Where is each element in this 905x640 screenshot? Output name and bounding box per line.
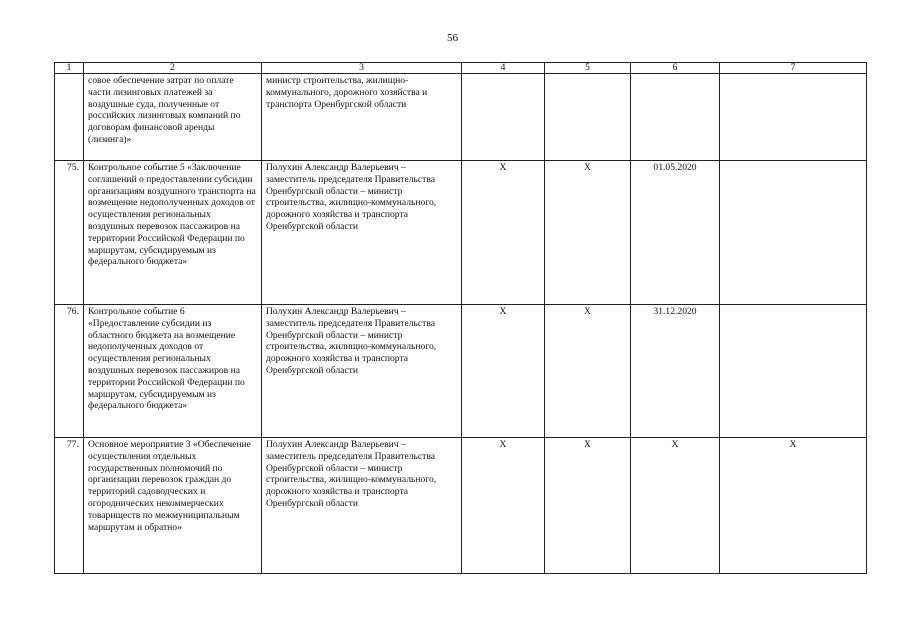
event-cell: Контрольное событие 6 «Предоставление субсидии из областного бюджета на возмещение недополученных доходов от осуществления региональных воздушных перевозок пассажиров на территории Российской Федерации по маршрутам, субсидируемым из федерального бюджета» xyxy=(84,305,262,438)
row-number: 76. xyxy=(55,305,84,438)
col5-cell: X xyxy=(545,161,631,305)
header-cell-7: 7 xyxy=(720,63,867,74)
header-cell-5: 5 xyxy=(545,63,631,74)
col7-cell xyxy=(720,161,867,305)
event-cell: Контрольное событие 5 «Заключение соглашений о предоставлении субсидии организациям воздушного транспорта на возмещение недополученных доходов от осуществления региональных воздушных перевозок пассажиров на территории Российской Федерации по маршрутам, субсидируемым из федерального бюджета» xyxy=(84,161,262,305)
date-cell: 31.12.2020 xyxy=(631,305,720,438)
header-cell-6: 6 xyxy=(631,63,720,74)
table-row xyxy=(55,305,867,438)
responsible-cell: Полухин Александр Валерьевич – заместитель председателя Правительства Оренбургской области – министр строительства, жилищно-коммунального, дорожного хозяйства и транспорта Оренбургской области xyxy=(262,305,462,438)
col7-cell xyxy=(720,305,867,438)
responsible-cell: министр строительства, жилищно-коммунального, дорожного хозяйства и транспорта Оренбургской области xyxy=(262,74,462,161)
col5-cell: X xyxy=(545,438,631,574)
responsible-cell: Полухин Александр Валерьевич – заместитель председателя Правительства Оренбургской области – министр строительства, жилищно-коммунального, дорожного хозяйства и транспорта Оренбургской области xyxy=(262,438,462,574)
event-cell: совое обеспечение затрат по оплате части лизинговых платежей за воздушные суда, полученные от российских лизинговых компаний по договорам финансовой аренды (лизинга)» xyxy=(84,74,262,161)
event-cell: Основное мероприятие 3 «Обеспечение осуществления отдельных государственных полномочий по организации перевозок граждан до территорий садоводческих и огороднических некоммерческих товариществ по межмуниципальным маршрутам и обратно» xyxy=(84,438,262,574)
date-cell xyxy=(631,74,720,161)
col4-cell: X xyxy=(462,305,545,438)
col4-cell xyxy=(462,74,545,161)
responsible-cell: Полухин Александр Валерьевич – заместитель председателя Правительства Оренбургской области – министр строительства, жилищно-коммунального, дорожного хозяйства и транспорта Оренбургской области xyxy=(262,161,462,305)
row-number: 77. xyxy=(55,438,84,574)
header-cell-3: 3 xyxy=(262,63,462,74)
table-row xyxy=(55,74,867,161)
col4-cell: X xyxy=(462,438,545,574)
table-row xyxy=(55,438,867,574)
row-number: 75. xyxy=(55,161,84,305)
header-cell-2: 2 xyxy=(84,63,262,74)
row-number xyxy=(55,74,84,161)
table-row xyxy=(55,161,867,305)
col4-cell: X xyxy=(462,161,545,305)
col5-cell: X xyxy=(545,305,631,438)
col7-cell: X xyxy=(720,438,867,574)
date-cell: X xyxy=(631,438,720,574)
col7-cell xyxy=(720,74,867,161)
plan-table xyxy=(54,62,867,574)
page-number: 56 xyxy=(447,32,458,44)
header-cell-4: 4 xyxy=(462,63,545,74)
col5-cell xyxy=(545,74,631,161)
date-cell: 01.05.2020 xyxy=(631,161,720,305)
header-cell-1: 1 xyxy=(55,63,84,74)
header-row xyxy=(55,63,867,74)
